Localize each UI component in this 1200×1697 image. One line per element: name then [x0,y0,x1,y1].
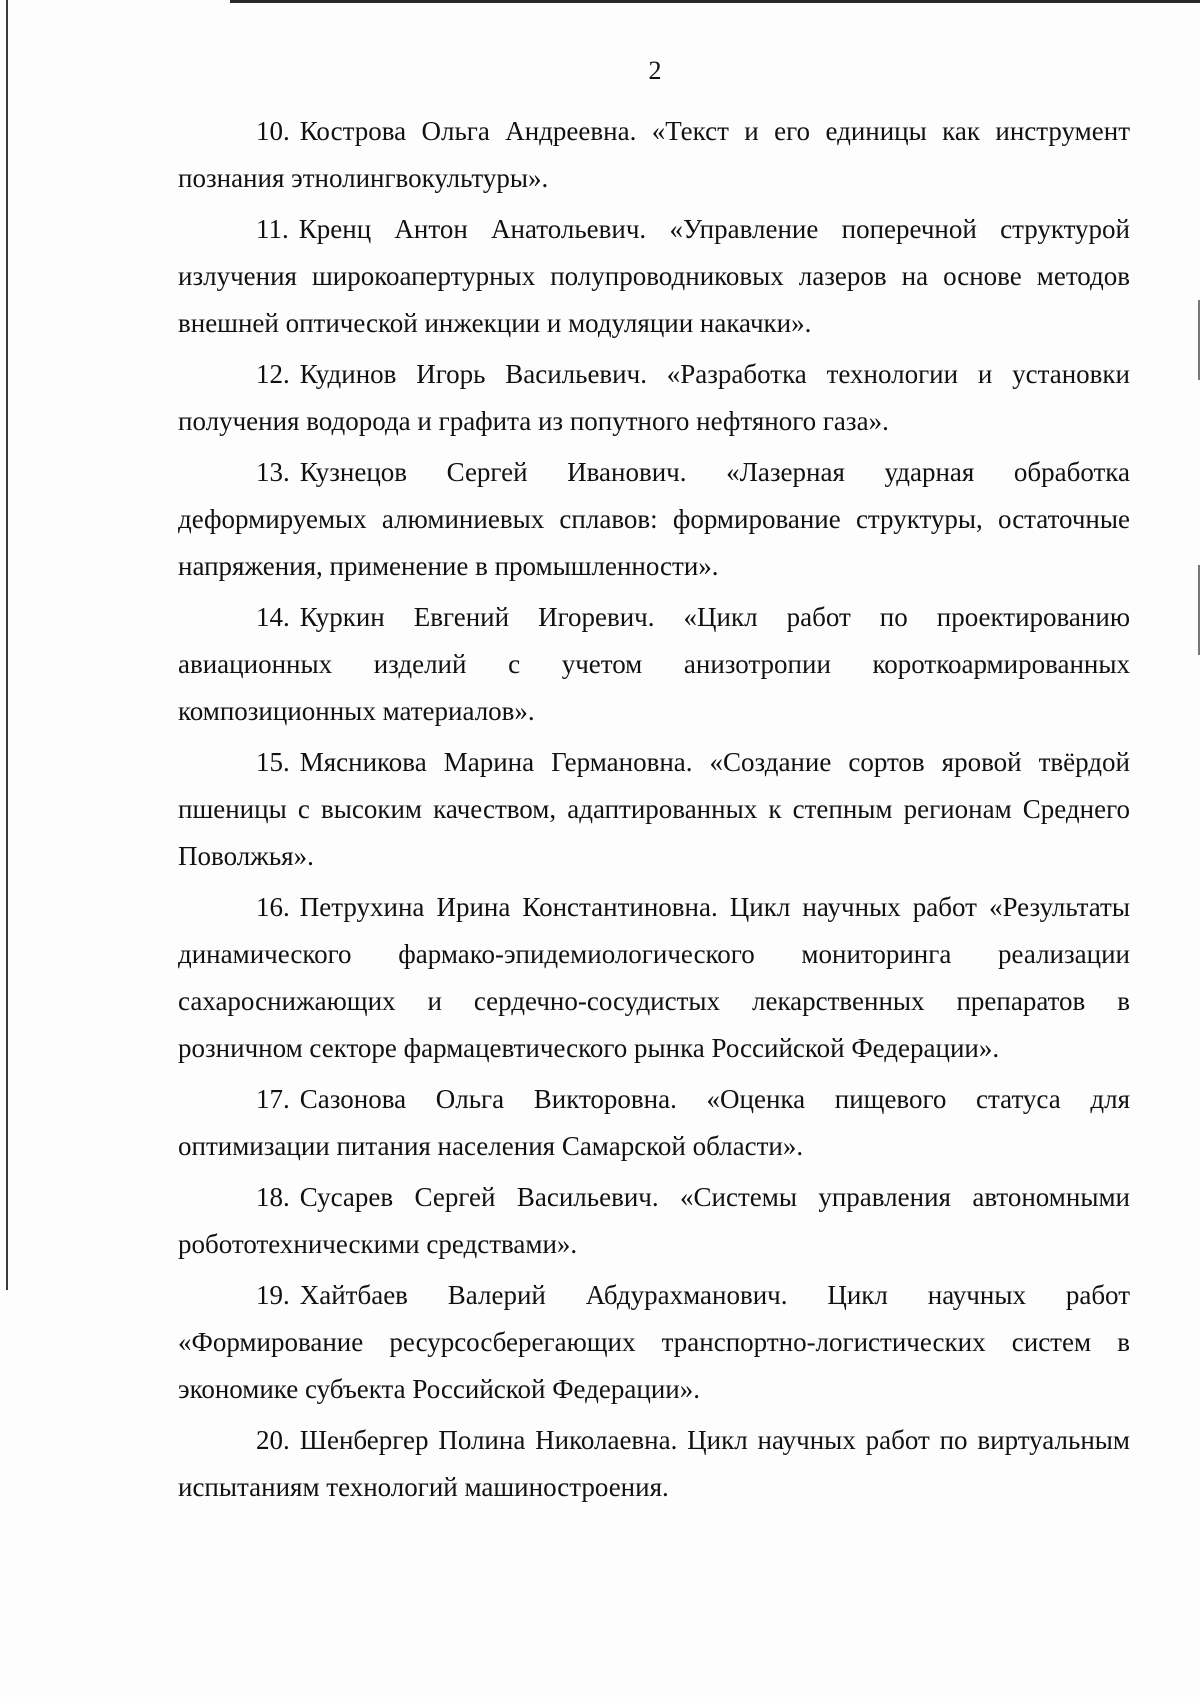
item-text: Петрухина Ирина Константиновна. Цикл научных работ «Результаты динамического фармако-эпидемиологического мониторинга реализации сахароснижающих и сердечно-сосудистых лекарственных препаратов в розничном секторе фармацевтического рынка Российской Федерации». [178,892,1130,1063]
item-text: Хайтбаев Валерий Абдурахманович. Цикл научных работ «Формирование ресурсосберегающих транспортно-логистических систем в экономике субъекта Российской Федерации». [178,1280,1130,1404]
item-text: Кренц Антон Анатольевич. «Управление поперечной структурой излучения широкоапертурных полупроводниковых лазеров на основе методов внешней оптической инжекции и модуляции накачки». [178,214,1130,338]
item-number: 16. [256,892,290,922]
page-number: 2 [648,56,662,85]
item-text: Сусарев Сергей Васильевич. «Системы управления автономными робототехническими средствами». [178,1182,1130,1259]
item-text: Куркин Евгений Игоревич. «Цикл работ по проектированию авиационных изделий с учетом анизотропии короткоармированных композиционных материалов». [178,602,1130,726]
list-item [178,108,1130,202]
list-item [178,1076,1130,1170]
item-number: 12. [256,359,290,389]
item-number: 20. [256,1425,290,1455]
list-item [178,449,1130,590]
list-item [178,884,1130,1072]
list-item [178,206,1130,347]
item-number: 14. [256,602,290,632]
nominee-list [178,108,1130,1515]
list-item [178,351,1130,445]
scan-edge-top [230,0,1200,3]
item-text: Сазонова Ольга Викторовна. «Оценка пищевого статуса для оптимизации питания населения Самарской области». [178,1084,1130,1161]
list-item [178,1417,1130,1511]
item-number: 18. [256,1182,290,1212]
scan-edge-left [6,0,8,1290]
list-item [178,1272,1130,1413]
list-item [178,594,1130,735]
item-number: 19. [256,1280,290,1310]
item-text: Кудинов Игорь Васильевич. «Разработка технологии и установки получения водорода и графита из попутного нефтяного газа». [178,359,1130,436]
list-item [178,1174,1130,1268]
item-number: 15. [256,747,290,777]
list-item [178,739,1130,880]
item-number: 17. [256,1084,290,1114]
item-number: 11. [256,214,289,244]
item-text: Шенбергер Полина Николаевна. Цикл научных работ по виртуальным испытаниям технологий машиностроения. [178,1425,1130,1502]
item-text: Мясникова Марина Германовна. «Создание сортов яровой твёрдой пшеницы с высоким качеством, адаптированных к степным регионам Среднего Поволжья». [178,747,1130,871]
item-text: Кузнецов Сергей Иванович. «Лазерная ударная обработка деформируемых алюминиевых сплавов: формирование структуры, остаточные напряжения, применение в промышленности». [178,457,1130,581]
item-number: 13. [256,457,290,487]
item-number: 10. [256,116,290,146]
item-text: Кострова Ольга Андреевна. «Текст и его единицы как инструмент познания этнолингвокультуры». [178,116,1130,193]
